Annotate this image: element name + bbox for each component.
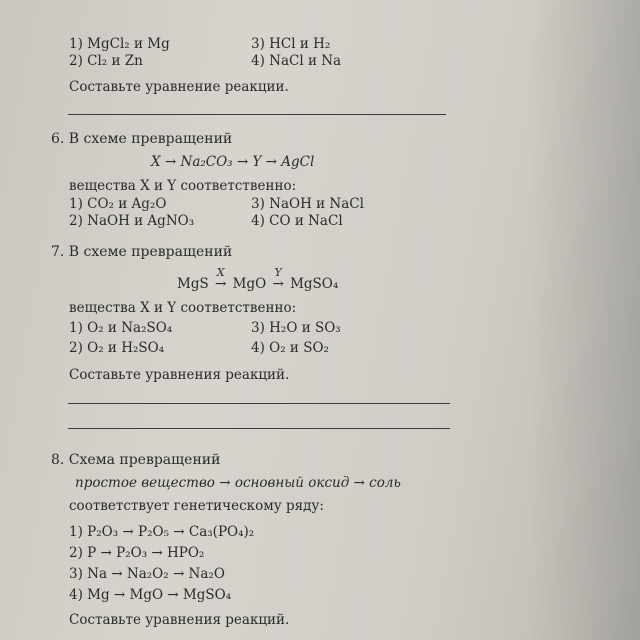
prev-option-1: 1) MgCl₂ и Mg: [69, 36, 170, 52]
q8-title: 8. Схема превращений: [51, 452, 221, 468]
q8-scheme: простое вещество → основный оксид → соль: [75, 475, 401, 491]
q6-option-3: 3) NaOH и NaCl: [251, 196, 364, 212]
q6-option-1: 1) CO₂ и Ag₂O: [69, 196, 167, 212]
q6-prompt: вещества X и Y соответственно:: [69, 178, 297, 194]
q8-option-1: 1) P₂O₃ → P₂O₅ → Ca₃(PO₄)₂: [69, 524, 255, 540]
answer-line: [68, 428, 450, 429]
q7-task: Составьте уравнения реакций.: [69, 367, 290, 383]
q8-option-2: 2) P → P₂O₃ → HPO₂: [69, 545, 205, 561]
q7-arrow-y-label: Y: [274, 266, 282, 279]
q6-title: 6. В схеме превращений: [51, 131, 233, 147]
q7-substance-3: MgSO₄: [290, 276, 339, 292]
page-shadow: [530, 0, 640, 640]
q7-substance-1: MgS: [177, 276, 209, 292]
q7-prompt: вещества X и Y соответственно:: [69, 300, 297, 316]
q7-arrow-y: Y →: [272, 266, 284, 292]
q7-scheme: [177, 266, 339, 292]
q7-arrow-x-label: X: [216, 266, 225, 279]
q7-option-2: 2) O₂ и H₂SO₄: [69, 340, 165, 356]
q7-arrow-x: X →: [215, 266, 227, 292]
q6-option-4: 4) CO и NaCl: [251, 213, 343, 229]
answer-line: [68, 403, 450, 404]
prev-option-3: 3) HCl и H₂: [251, 36, 331, 52]
q8-prompt: соответствует генетическому ряду:: [69, 498, 324, 514]
q6-option-2: 2) NaOH и AgNO₃: [69, 213, 195, 229]
prev-option-2: 2) Cl₂ и Zn: [69, 53, 143, 69]
answer-line: [68, 114, 446, 115]
q7-option-4: 4) O₂ и SO₂: [251, 340, 329, 356]
prev-task: Составьте уравнение реакции.: [69, 79, 289, 95]
prev-option-4: 4) NaCl и Na: [251, 53, 342, 69]
q7-option-1: 1) O₂ и Na₂SO₄: [69, 320, 173, 336]
q8-task: Составьте уравнения реакций.: [69, 612, 290, 628]
q7-title: 7. В схеме превращений: [51, 244, 233, 260]
q6-scheme: X → Na₂CO₃ → Y → AgCl: [151, 154, 315, 170]
q8-option-4: 4) Mg → MgO → MgSO₄: [69, 587, 232, 603]
q8-option-3: 3) Na → Na₂O₂ → Na₂O: [69, 566, 225, 582]
q7-option-3: 3) H₂O и SO₃: [251, 320, 341, 336]
q7-substance-2: MgO: [232, 276, 267, 292]
